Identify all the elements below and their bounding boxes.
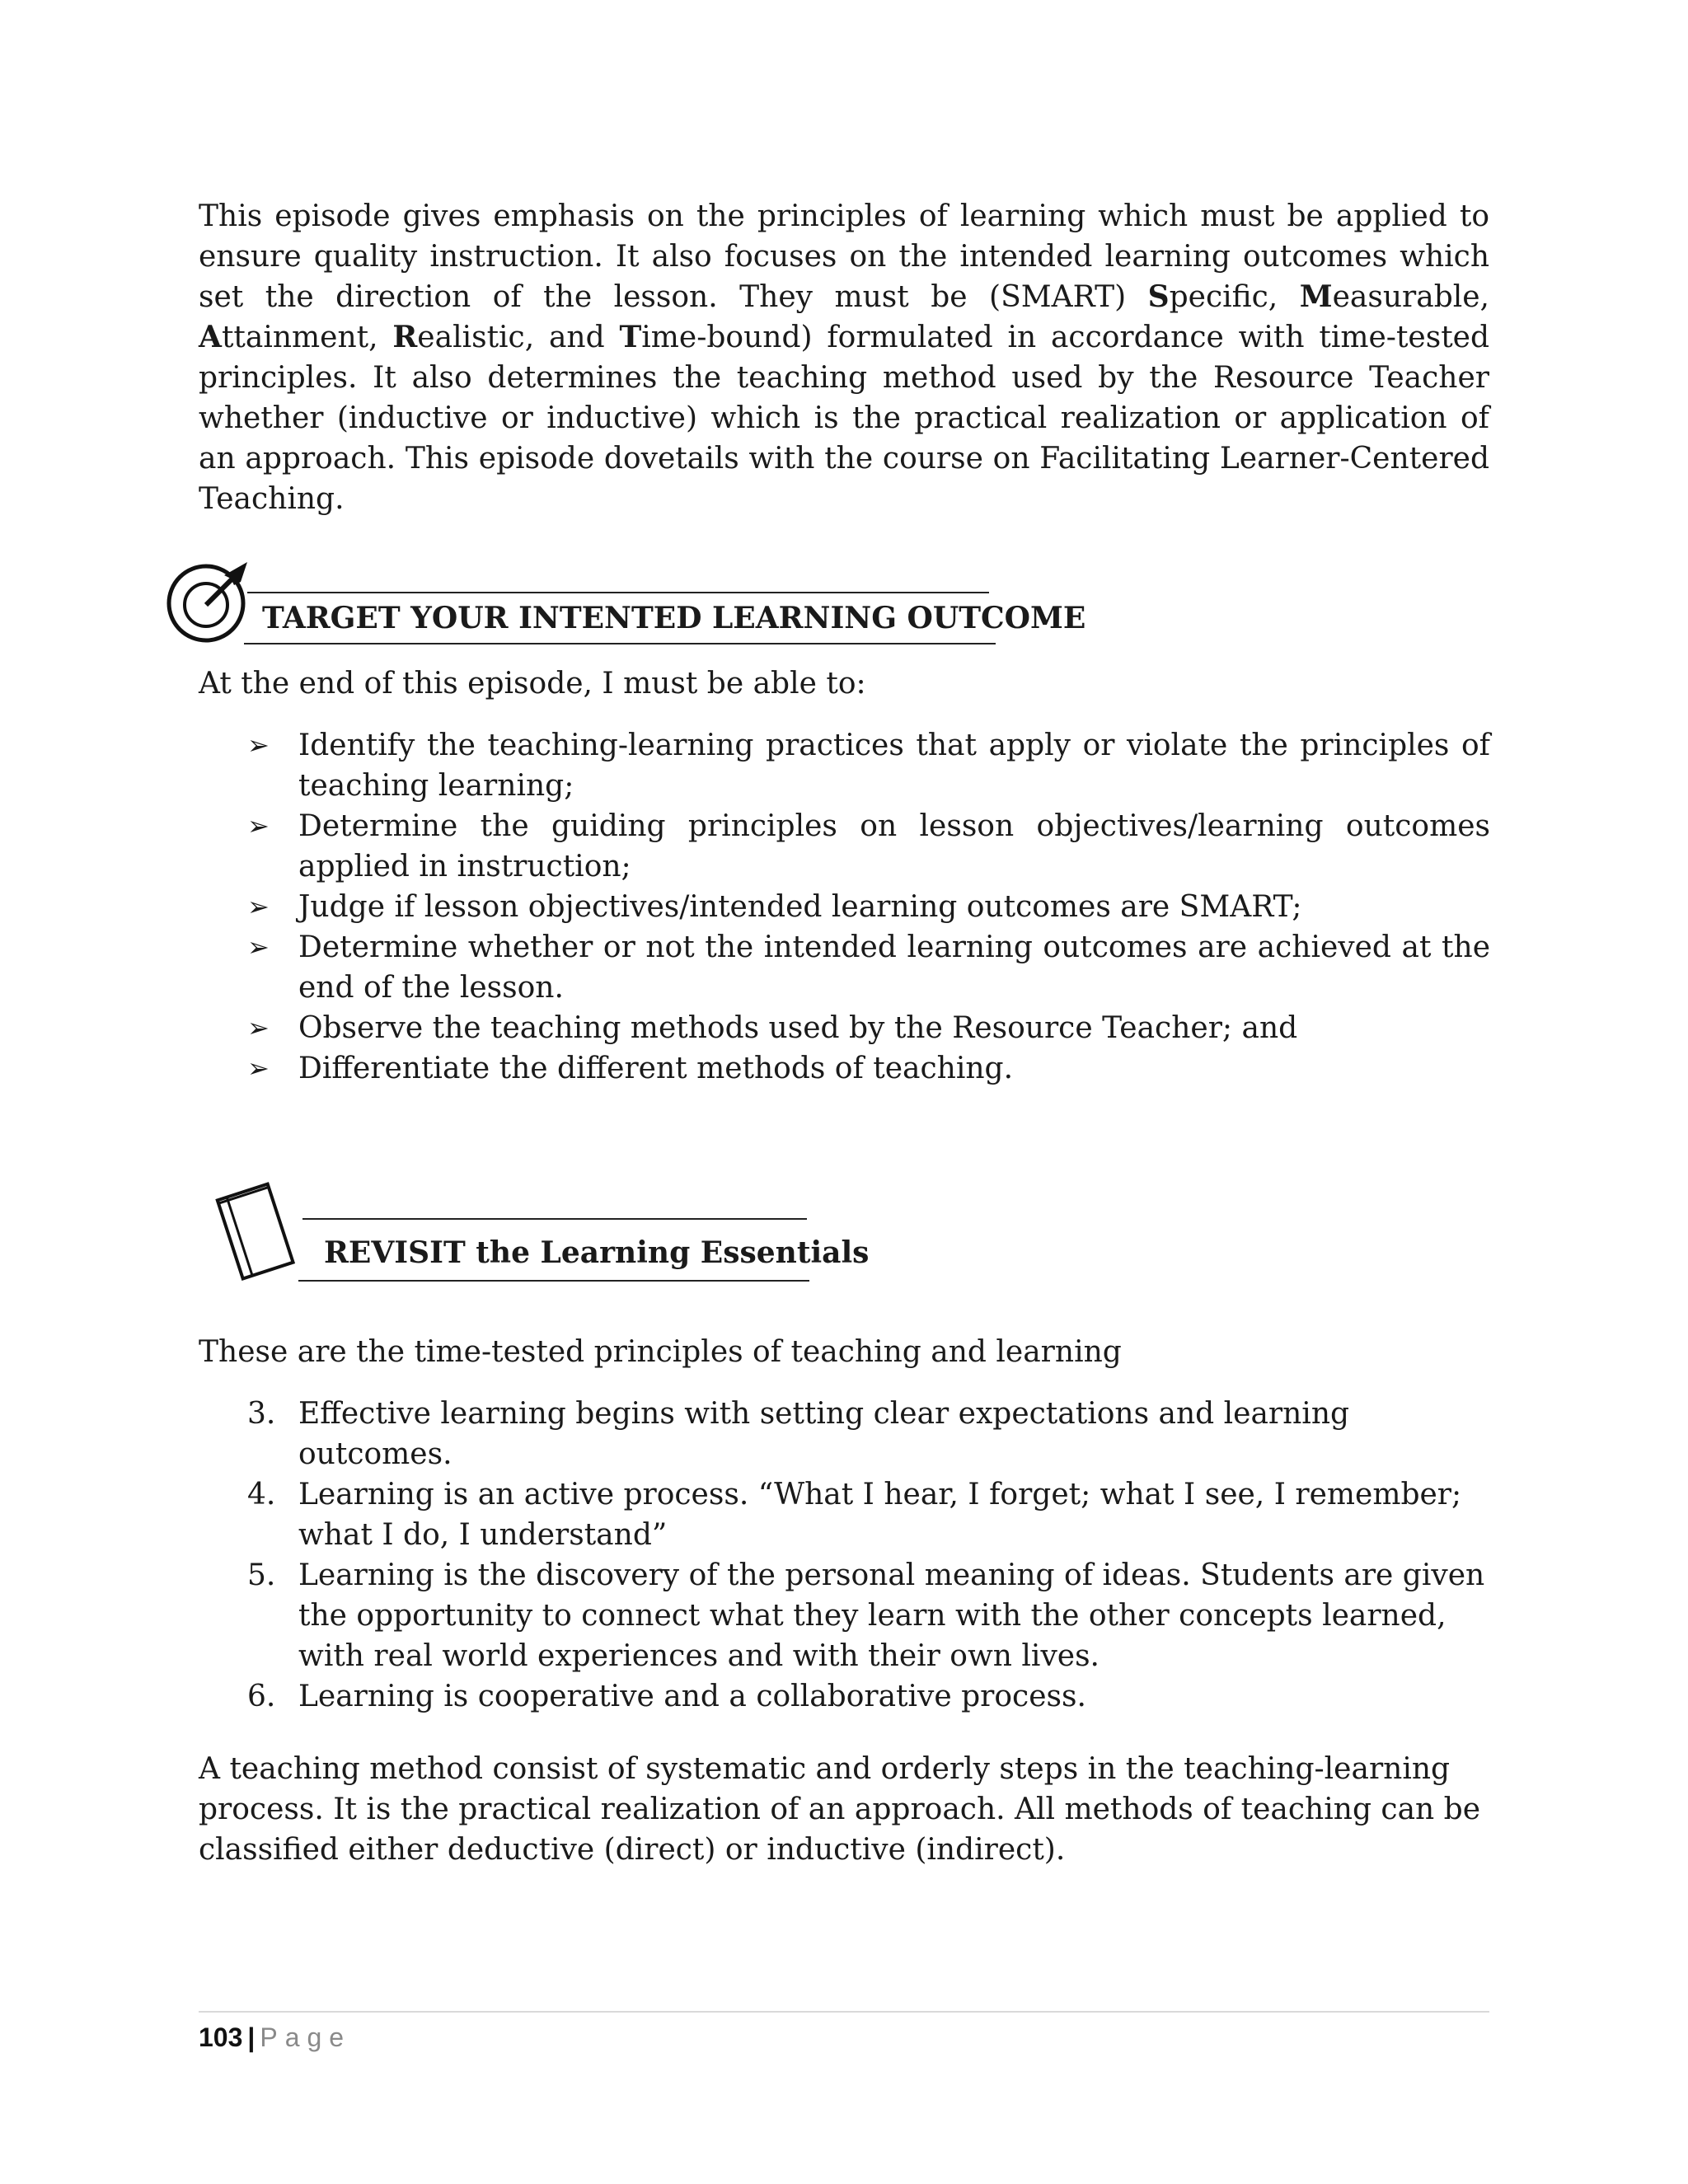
list-item: ➢ Judge if lesson objectives/intended learning outcomes are SMART; xyxy=(247,887,1490,927)
arrow-bullet-icon: ➢ xyxy=(247,891,270,922)
page-label: Page xyxy=(260,2022,352,2052)
arrow-bullet-icon: ➢ xyxy=(247,931,270,963)
list-item: 6. Learning is cooperative and a collaborative process. xyxy=(247,1680,1086,1713)
list-item: ➢ Differentiate the different methods of teaching. xyxy=(247,1048,1490,1089)
objectives-lead: At the end of this episode, I must be able to: xyxy=(199,667,866,701)
list-item: ➢ Determine the guiding principles on lesson objectives/learning outcomes applied in instruction; xyxy=(247,806,1490,887)
page-footer xyxy=(199,2021,351,2054)
book-icon xyxy=(206,1179,305,1286)
list-item: ➢ Observe the teaching methods used by the Resource Teacher; and xyxy=(247,1008,1490,1048)
closing-paragraph: A teaching method consist of systematic and orderly steps in the teaching-learning process. It is the practical realization of an approach. All methods of teaching can be classified either deductive (direct) or inductive (indirect). xyxy=(199,1752,1481,1867)
arrow-bullet-icon: ➢ xyxy=(247,1052,270,1084)
section-heading-target xyxy=(247,585,1086,648)
section-heading-revisit xyxy=(301,1212,870,1286)
list-item: ➢ Identify the teaching-learning practices that apply or violate the principles of teaching learning; xyxy=(247,725,1490,806)
principles-lead: These are the time-tested principles of teaching and learning xyxy=(199,1335,1122,1369)
list-item: 3. Effective learning begins with setting clear expectations and learning outcomes. xyxy=(247,1397,1350,1471)
section-title-target: TARGET YOUR INTENTED LEARNING OUTCOME xyxy=(262,601,1086,635)
principles-list xyxy=(247,1394,1490,1717)
footer-separator: | xyxy=(247,2022,256,2052)
list-item: 5. Learning is the discovery of the personal meaning of ideas. Students are given the opportunity to connect what they learn with the other concepts learned, with real world experiences and with their own lives. xyxy=(247,1558,1485,1673)
arrow-bullet-icon: ➢ xyxy=(247,810,270,841)
list-item: ➢ Determine whether or not the intended learning outcomes are achieved at the end of the lesson. xyxy=(247,927,1490,1008)
section-title-revisit: REVISIT the Learning Essentials xyxy=(324,1235,870,1270)
footer-divider xyxy=(199,2011,1489,2013)
arrow-bullet-icon: ➢ xyxy=(247,729,270,761)
list-item: 4. Learning is an active process. “What I hear, I forget; what I see, I remember; what I do, I understand” xyxy=(247,1478,1462,1552)
target-icon xyxy=(165,560,256,643)
arrow-bullet-icon: ➢ xyxy=(247,1012,270,1043)
objectives-list xyxy=(247,725,1490,1089)
intro-paragraph: This episode gives emphasis on the principles of learning which must be applied to ensure quality instruction. It also focuses on the intended learning outcomes which set the direction of the lesson. They must be (SMART) Specific, Measurable, Attainment, Realistic, and Time-bound) formulated in accordance with time-tested principles. It also determines the teaching method used by the Resource Teacher whether (inductive or inductive) which is the practical realization or application of an approach. This episode dovetails with the course on Facilitating Learner-Centered Teaching. xyxy=(199,199,1490,516)
page-number: 103 xyxy=(199,2022,243,2052)
